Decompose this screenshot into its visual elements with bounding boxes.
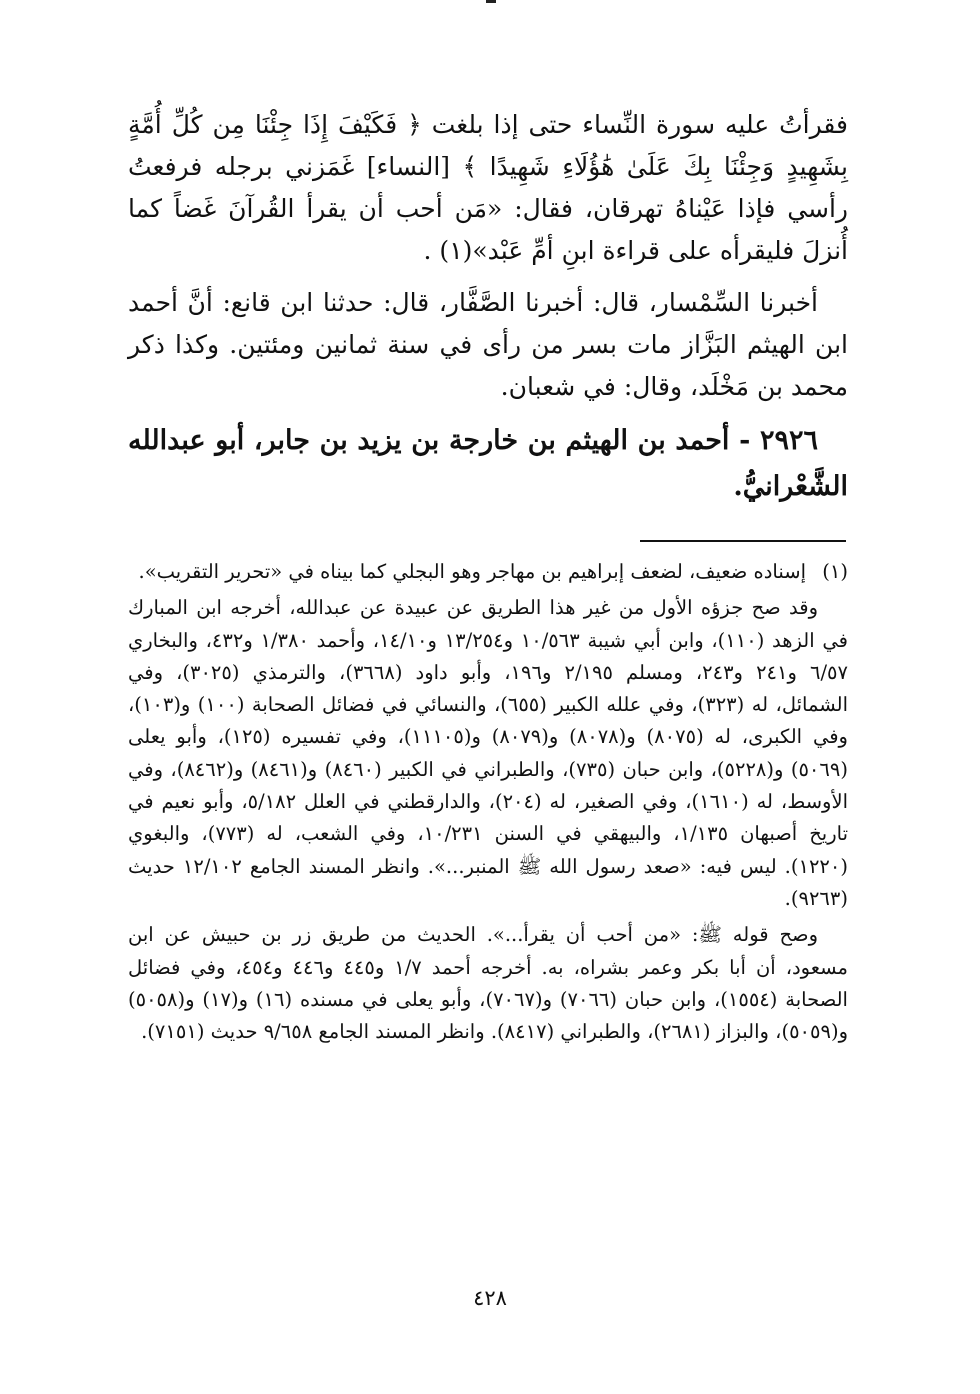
page-number: ٤٢٨: [473, 1286, 507, 1310]
footnote-1: [128, 556, 848, 588]
footnote-number: (١): [822, 560, 848, 583]
footnotes: [128, 556, 848, 1048]
scan-mark: [486, 0, 496, 3]
footnote-second-takhrij-paragraph: وصح قوله ﷺ: «من أحب أن يقرأ...». الحديث من طريق زر بن حبيش عن ابن مسعود، أن أبا بكر وعمر بشراه، به. أخرجه أحمد ١/٧ و٤٤٥ و٤٤٦ و٤٥٤، وفي فضائل الصحابة (١٥٥٤)، وابن حبان (٧٠٦٦) و(٧٠٦٧)، وأبو يعلى في مسنده (١٦) و(١٧) و(٥٠٥٨) و(٥٠٥٩)، والبزاز (٢٦٨١)، والطبراني (٨٤١٧). وانظر المسند الجامع ٩/٦٥٨ حديث (٧١٥١).: [128, 923, 849, 1044]
footnote-takhrij-paragraph: وقد صح جزؤه الأول من غير هذا الطريق عن عبيدة عن عبدالله، أخرجه ابن المبارك في الزهد (١١٠)، وابن أبي شيبة ١٠/٥٦٣ و١٣/٢٥٤ و١٤/١٠، وأحمد ١/٣٨٠ و٤٣٢، والبخاري ٦/٥٧ و٢٤١ و٢٤٣، ومسلم ٢/١٩٥ و١٩٦، وأبو داود (٣٦٦٨)، والترمذي (٣٠٢٥)، وفي الشمائل، له (٣٢٣)، وفي علله الكبير (٦٥٥)، والنسائي في فضائل الصحابة (١٠٠) و(١٠٣)، وفي الكبرى، له (٨٠٧٥) و(٨٠٧٨) و(٨٠٧٩) و(١١١٠٥)، وفي تفسيره (١٢٥)، وأبو يعلى (٥٠٦٩) و(٥٢٢٨)، وابن حبان (٧٣٥)، والطبراني في الكبير (٨٤٦٠) و(٨٤٦١) و(٨٤٦٢)، وفي الأوسط، له (١٦١٠)، وفي الصغير، له (٢٠٤)، والدارقطني في العلل ٥/١٨٢، وأبو نعيم في تاريخ أصبهان ١/١٣٥، والبيهقي في السنن ١٠/٢٣١، وفي الشعب، له (٧٧٣)، والبغوي (١٢٢٠). ليس فيه: «صعد رسول الله ﷺ المنبر...». وانظر المسند الجامع ١٢/١٠٢ حديث (٩٢٦٣).: [128, 596, 849, 910]
hadith-paragraph: فقرأتُ عليه سورة النِّساء حتى إذا بلغت ﴿ فَكَيْفَ إِذَا جِئْنَا مِن كُلِّ أُمَّةٍ بِشَهِيدٍ وَجِئْنَا بِكَ عَلَىٰ هَٰؤُلَاءِ شَهِيدًا ﴾ [النساء] غَمَزني برجله فرفعتُ رأسي فإذا عَيْناهُ تهرقان، فقال: «مَن أحب أن يقرأ القُرآنَ غَضاً كما أُنزلَ فليقرأه على قراءة ابنِ أمِّ عَبْد»(١) .: [128, 110, 848, 265]
death-report-paragraph: أخبرنا السِّمْسار، قال: أخبرنا الصَّفَّار، قال: حدثنا ابن قانع: أنَّ أحمد ابن الهيثم البَزَّاز مات بسر من رأى في سنة ثمانين ومئتين. وكذا ذكر محمد بن مَخْلَد، وقال: في شعبان.: [128, 288, 848, 401]
biography-entry-heading: ٢٩٢٦ - أحمد بن الهيثم بن خارجة بن يزيد بن جابر، أبو عبدالله الشَّعْرانيُّ.: [128, 425, 848, 502]
footnote-separator: [640, 540, 846, 542]
main-text: [128, 104, 848, 516]
footnote-text: إسناده ضعيف، لضعف إبراهيم بن مهاجر وهو البجلي كما بيناه في «تحرير التقريب».: [138, 560, 806, 583]
